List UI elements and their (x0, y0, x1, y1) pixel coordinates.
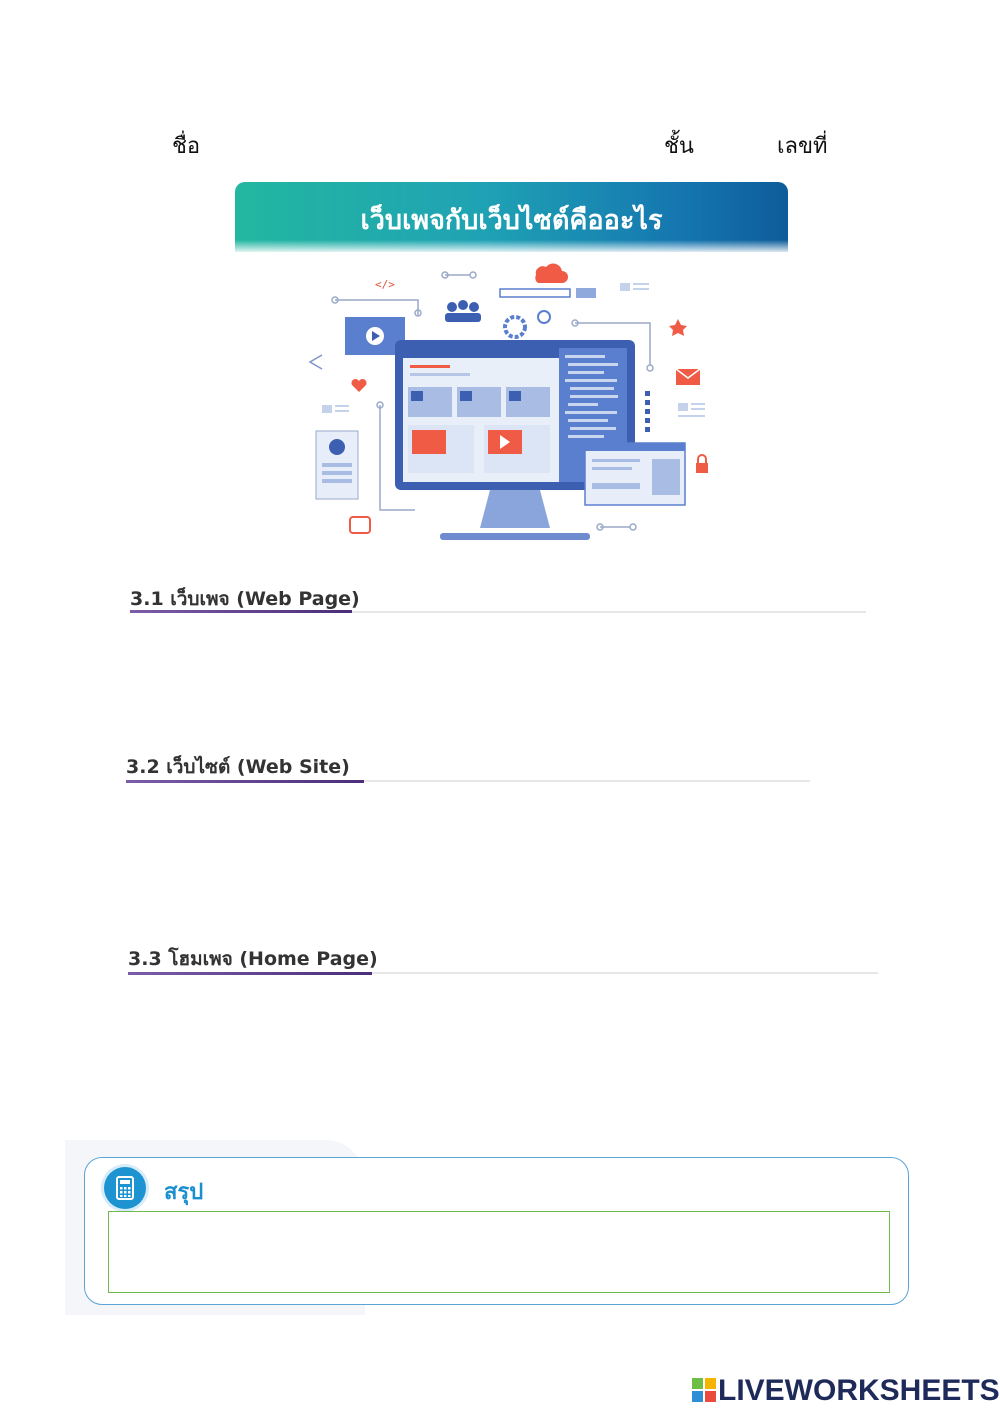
logo-text: LIVEWORKSHEETS (718, 1374, 1000, 1407)
thumbs-up-icon (350, 517, 370, 533)
liveworksheets-mark-icon (692, 1378, 716, 1402)
section-title-home-page: 3.3 โฮมเพจ (Home Page) (128, 948, 378, 970)
section-underline (128, 972, 372, 975)
code-tag-icon: </> (375, 278, 395, 291)
list-icon-left (322, 405, 349, 413)
section-underline (126, 780, 364, 783)
banner-title: เว็บเพจกับเว็บไซต์คืออะไร (360, 205, 663, 236)
summary-badge (104, 1167, 146, 1209)
monitor-base (440, 533, 590, 540)
star-icon (669, 319, 687, 336)
summary-title: สรุป (164, 1180, 204, 1205)
list-icon-top-right (620, 283, 649, 291)
summary-answer-field[interactable] (108, 1211, 890, 1293)
name-label: ชื่อ (172, 134, 201, 159)
section-title-web-page: 3.1 เว็บเพจ (Web Page) (130, 588, 360, 610)
calculator-icon (104, 1167, 146, 1209)
liveworksheets-logo (692, 1374, 1000, 1408)
monitor-stand (480, 490, 550, 528)
cloud-upload-icon (535, 263, 568, 283)
search-bar-shape (500, 289, 570, 297)
small-circle (538, 311, 550, 323)
share-icon (310, 355, 322, 369)
heart-icon (351, 379, 366, 392)
search-button-shape (576, 288, 596, 298)
gear-icon (505, 317, 525, 337)
lock-icon (696, 463, 708, 473)
number-label: เลขที่ (777, 134, 828, 159)
progress-dots (645, 391, 650, 432)
web-illustration (300, 255, 720, 545)
people-icon (445, 300, 481, 322)
section-underline (130, 610, 352, 613)
section-title-web-site: 3.2 เว็บไซต์ (Web Site) (126, 756, 350, 778)
list-icon-right (678, 403, 705, 417)
class-label: ชั้น (664, 134, 694, 159)
banner-fade (235, 240, 788, 254)
